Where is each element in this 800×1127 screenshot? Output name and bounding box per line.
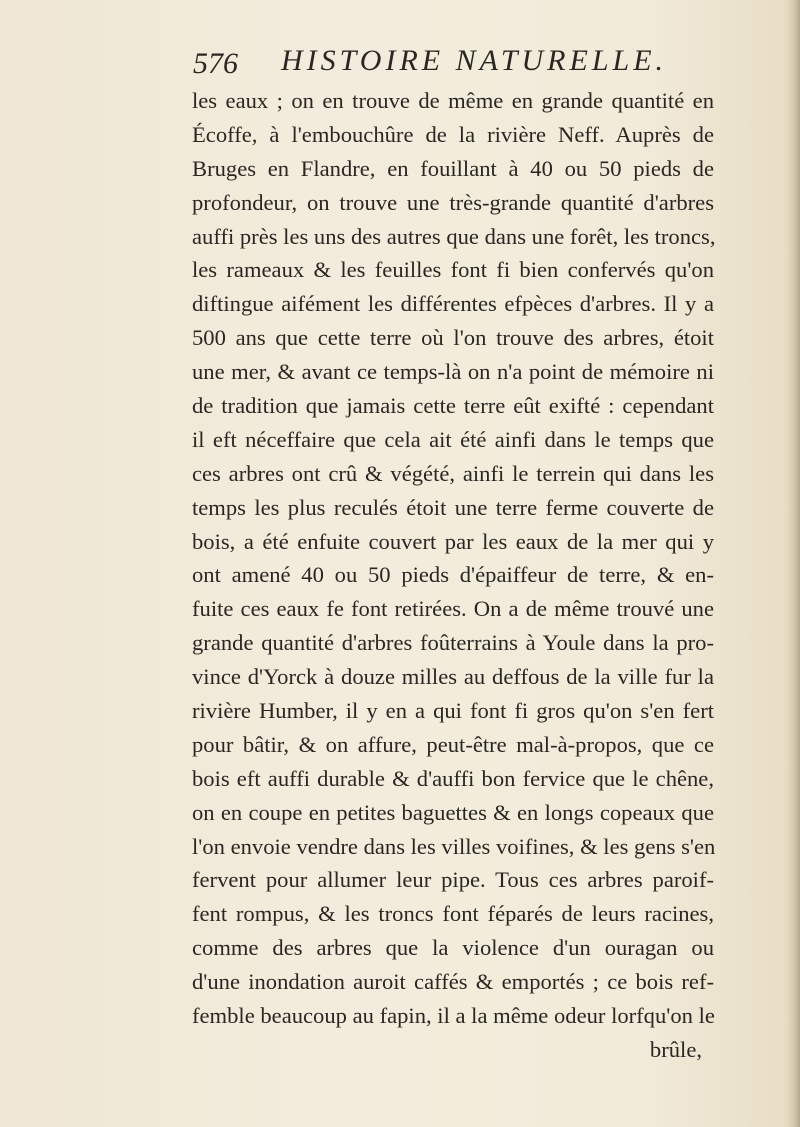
- text-line: auffi près les uns des autres que dans une forêt, les troncs,: [192, 223, 716, 249]
- body-text: [192, 84, 714, 1067]
- text-line: Écoffe, à l'embouchûre de la rivière Neff. Auprès de: [192, 121, 714, 147]
- text-line: temps les plus reculés étoit une terre ferme couverte de: [192, 494, 714, 520]
- text-line: vince d'Yorck à douze milles au deffous de la ville fur la: [192, 664, 714, 690]
- text-line: on en coupe en petites baguettes & en longs copeaux que: [192, 799, 714, 825]
- text-line: fervent pour allumer leur pipe. Tous ces arbres paroif-: [192, 867, 714, 893]
- text-line: fuite ces eaux fe font retirées. On a de même trouvé une: [192, 596, 714, 622]
- text-line: grande quantité d'arbres foûterrains à Youle dans la pro-: [192, 630, 714, 656]
- text-line: comme des arbres que la violence d'un ouragan ou: [192, 935, 714, 961]
- text-line: 500 ans que cette terre où l'on trouve des arbres, étoit: [192, 325, 714, 351]
- text-line: diftingue aifément les différentes efpèces d'arbres. Il y a: [192, 291, 714, 317]
- text-line: les eaux ; on en trouve de même en grande quantité en: [192, 88, 714, 113]
- text-line: profondeur, on trouve une très-grande quantité d'arbres: [192, 189, 714, 215]
- text-line: femble beaucoup au fapin, il a la même odeur lorfqu'on le: [192, 1003, 715, 1029]
- text-line: de tradition que jamais cette terre eût exifté : cependant: [192, 393, 714, 419]
- text-line: Bruges en Flandre, en fouillant à 40 ou 50 pieds de: [192, 155, 714, 181]
- text-line: pour bâtir, & on affure, peut-être mal-à-propos, que ce: [192, 731, 714, 757]
- text-line: bois eft auffi durable & d'auffi bon fervice que le chêne,: [192, 765, 714, 791]
- text-line: une mer, & avant ce temps-là on n'a point de mémoire ni: [192, 359, 714, 385]
- running-title: HISTOIRE NATURELLE.: [281, 44, 668, 77]
- running-head: [193, 44, 668, 84]
- text-line: les rameaux & les feuilles font fi bien confervés qu'on: [192, 257, 714, 283]
- text-line: ces arbres ont crû & végété, ainfi le terrein qui dans les: [192, 460, 714, 486]
- text-line: ont amené 40 ou 50 pieds d'épaiffeur de terre, & en-: [192, 562, 714, 588]
- page-edge-shadow: [786, 0, 800, 1127]
- text-line-catchword: brûle,: [649, 1036, 702, 1062]
- text-line: d'une inondation auroit caffés & emportés ; ce bois ref-: [192, 969, 714, 995]
- text-line: bois, a été enfuite couvert par les eaux de la mer qui y: [192, 528, 714, 554]
- text-line: rivière Humber, il y en a qui font fi gros qu'on s'en fert: [192, 698, 714, 724]
- text-line: il eft néceffaire que cela ait été ainfi dans le temps que: [192, 426, 714, 452]
- text-line: l'on envoie vendre dans les villes voifines, & les gens s'en: [192, 833, 716, 859]
- text-line: fent rompus, & les troncs font féparés de leurs racines,: [192, 901, 714, 927]
- page-number: 576: [193, 47, 238, 80]
